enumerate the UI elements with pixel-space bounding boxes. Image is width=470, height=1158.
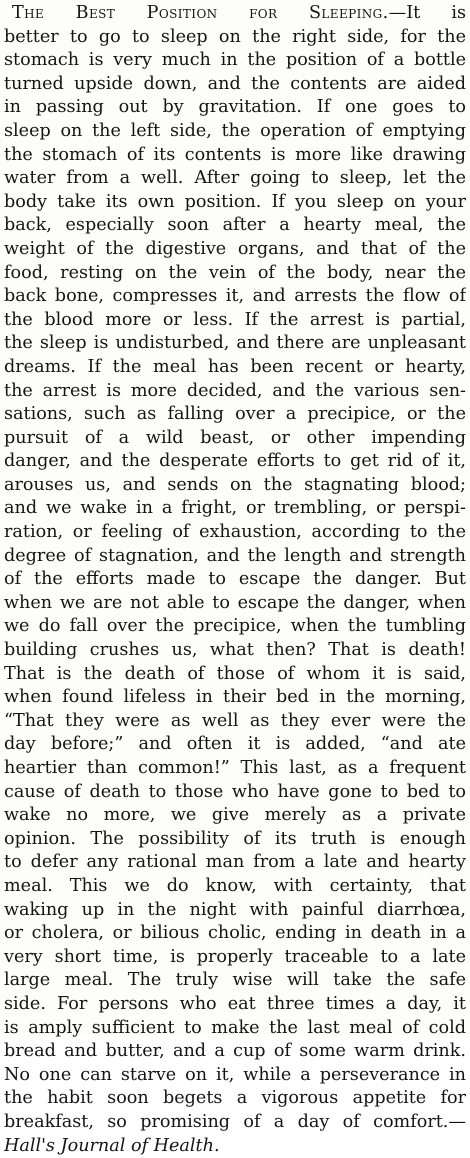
article-line: building crushes us, what then? That is death! — [4, 639, 466, 663]
article-line: meal. This we do know, with certainty, that — [4, 875, 466, 899]
article-line: pursuit of a wild beast, or other impending — [4, 427, 466, 451]
article-line: bread and butter, and a cup of some warm drink. — [4, 1040, 466, 1064]
article-line: “That they were as well as they ever were the — [4, 710, 466, 734]
article-line: in passing out by gravitation. If one goes to — [4, 96, 466, 120]
article-line: water from a well. After going to sleep, let the — [4, 167, 466, 191]
article-line: sleep on the left side, the operation of emptying — [4, 120, 466, 144]
article-line: turned upside down, and the contents are aided — [4, 73, 466, 97]
article-line: ration, or feeling of exhaustion, according to the — [4, 521, 466, 545]
article-line: the sleep is undisturbed, and there are unpleasant — [4, 332, 466, 356]
article-line: better to go to sleep on the right side, for the — [4, 26, 466, 50]
article-line: waking up in the night with painful diarrhœa, — [4, 899, 466, 923]
article-source: Hall's Journal of Health. — [4, 1135, 466, 1158]
article-line: is amply sufficient to make the last meal of cold — [4, 1017, 466, 1041]
article-line: arouses us, and sends on the stagnating blood; — [4, 474, 466, 498]
article-line: large meal. The truly wise will take the safe — [4, 969, 466, 993]
article-first-line — [4, 2, 466, 26]
article-line: side. For persons who eat three times a day, it — [4, 993, 466, 1017]
article-line: the blood more or less. If the arrest is partial, — [4, 309, 466, 333]
article-line: degree of stagnation, and the length and strength — [4, 545, 466, 569]
article-line: to defer any rational man from a late and hearty — [4, 851, 466, 875]
article-line: and we wake in a fright, or trembling, or perspi- — [4, 497, 466, 521]
article-line: cause of death to those who have gone to bed to — [4, 781, 466, 805]
article-line: of the efforts made to escape the danger. But — [4, 568, 466, 592]
article-line: very short time, is properly traceable to a late — [4, 946, 466, 970]
article-line: food, resting on the vein of the body, near the — [4, 262, 466, 286]
article-line: sations, such as falling over a precipice, or the — [4, 403, 466, 427]
article-line: heartier than common!” This last, as a frequent — [4, 757, 466, 781]
article-body — [4, 2, 466, 1158]
article-line: when found lifeless in their bed in the morning, — [4, 686, 466, 710]
article-line: when we are not able to escape the danger, when — [4, 592, 466, 616]
article-line: No one can starve on it, while a perseverance in — [4, 1064, 466, 1088]
article-line: or cholera, or bilious cholic, ending in death in a — [4, 922, 466, 946]
article-line: weight of the digestive organs, and that of the — [4, 238, 466, 262]
article-line: dreams. If the meal has been recent or hearty, — [4, 356, 466, 380]
article-line: wake no more, we give merely as a private — [4, 804, 466, 828]
article-line: That is the death of those of whom it is said, — [4, 663, 466, 687]
article-title: The Best Position for Sleeping. — [12, 3, 389, 23]
article-line: the stomach of its contents is more like drawing — [4, 144, 466, 168]
article-line: body take its own position. If you sleep on your — [4, 191, 466, 215]
article-line: back, especially soon after a hearty meal, the — [4, 214, 466, 238]
article-line: opinion. The possibility of its truth is enough — [4, 828, 466, 852]
article-line: breakfast, so promising of a day of comfort.— — [4, 1111, 466, 1135]
article-first-line-text: —It is — [389, 3, 466, 23]
article-line: back bone, compresses it, and arrests the flow of — [4, 285, 466, 309]
article-line: we do fall over the precipice, when the tumbling — [4, 615, 466, 639]
article-line: danger, and the desperate efforts to get rid of it, — [4, 450, 466, 474]
article-line: the habit soon begets a vigorous appetite for — [4, 1087, 466, 1111]
article-line: day before;” and often it is added, “and ate — [4, 733, 466, 757]
article-line: the arrest is more decided, and the various sen- — [4, 380, 466, 404]
article-line: stomach is very much in the position of a bottle — [4, 49, 466, 73]
